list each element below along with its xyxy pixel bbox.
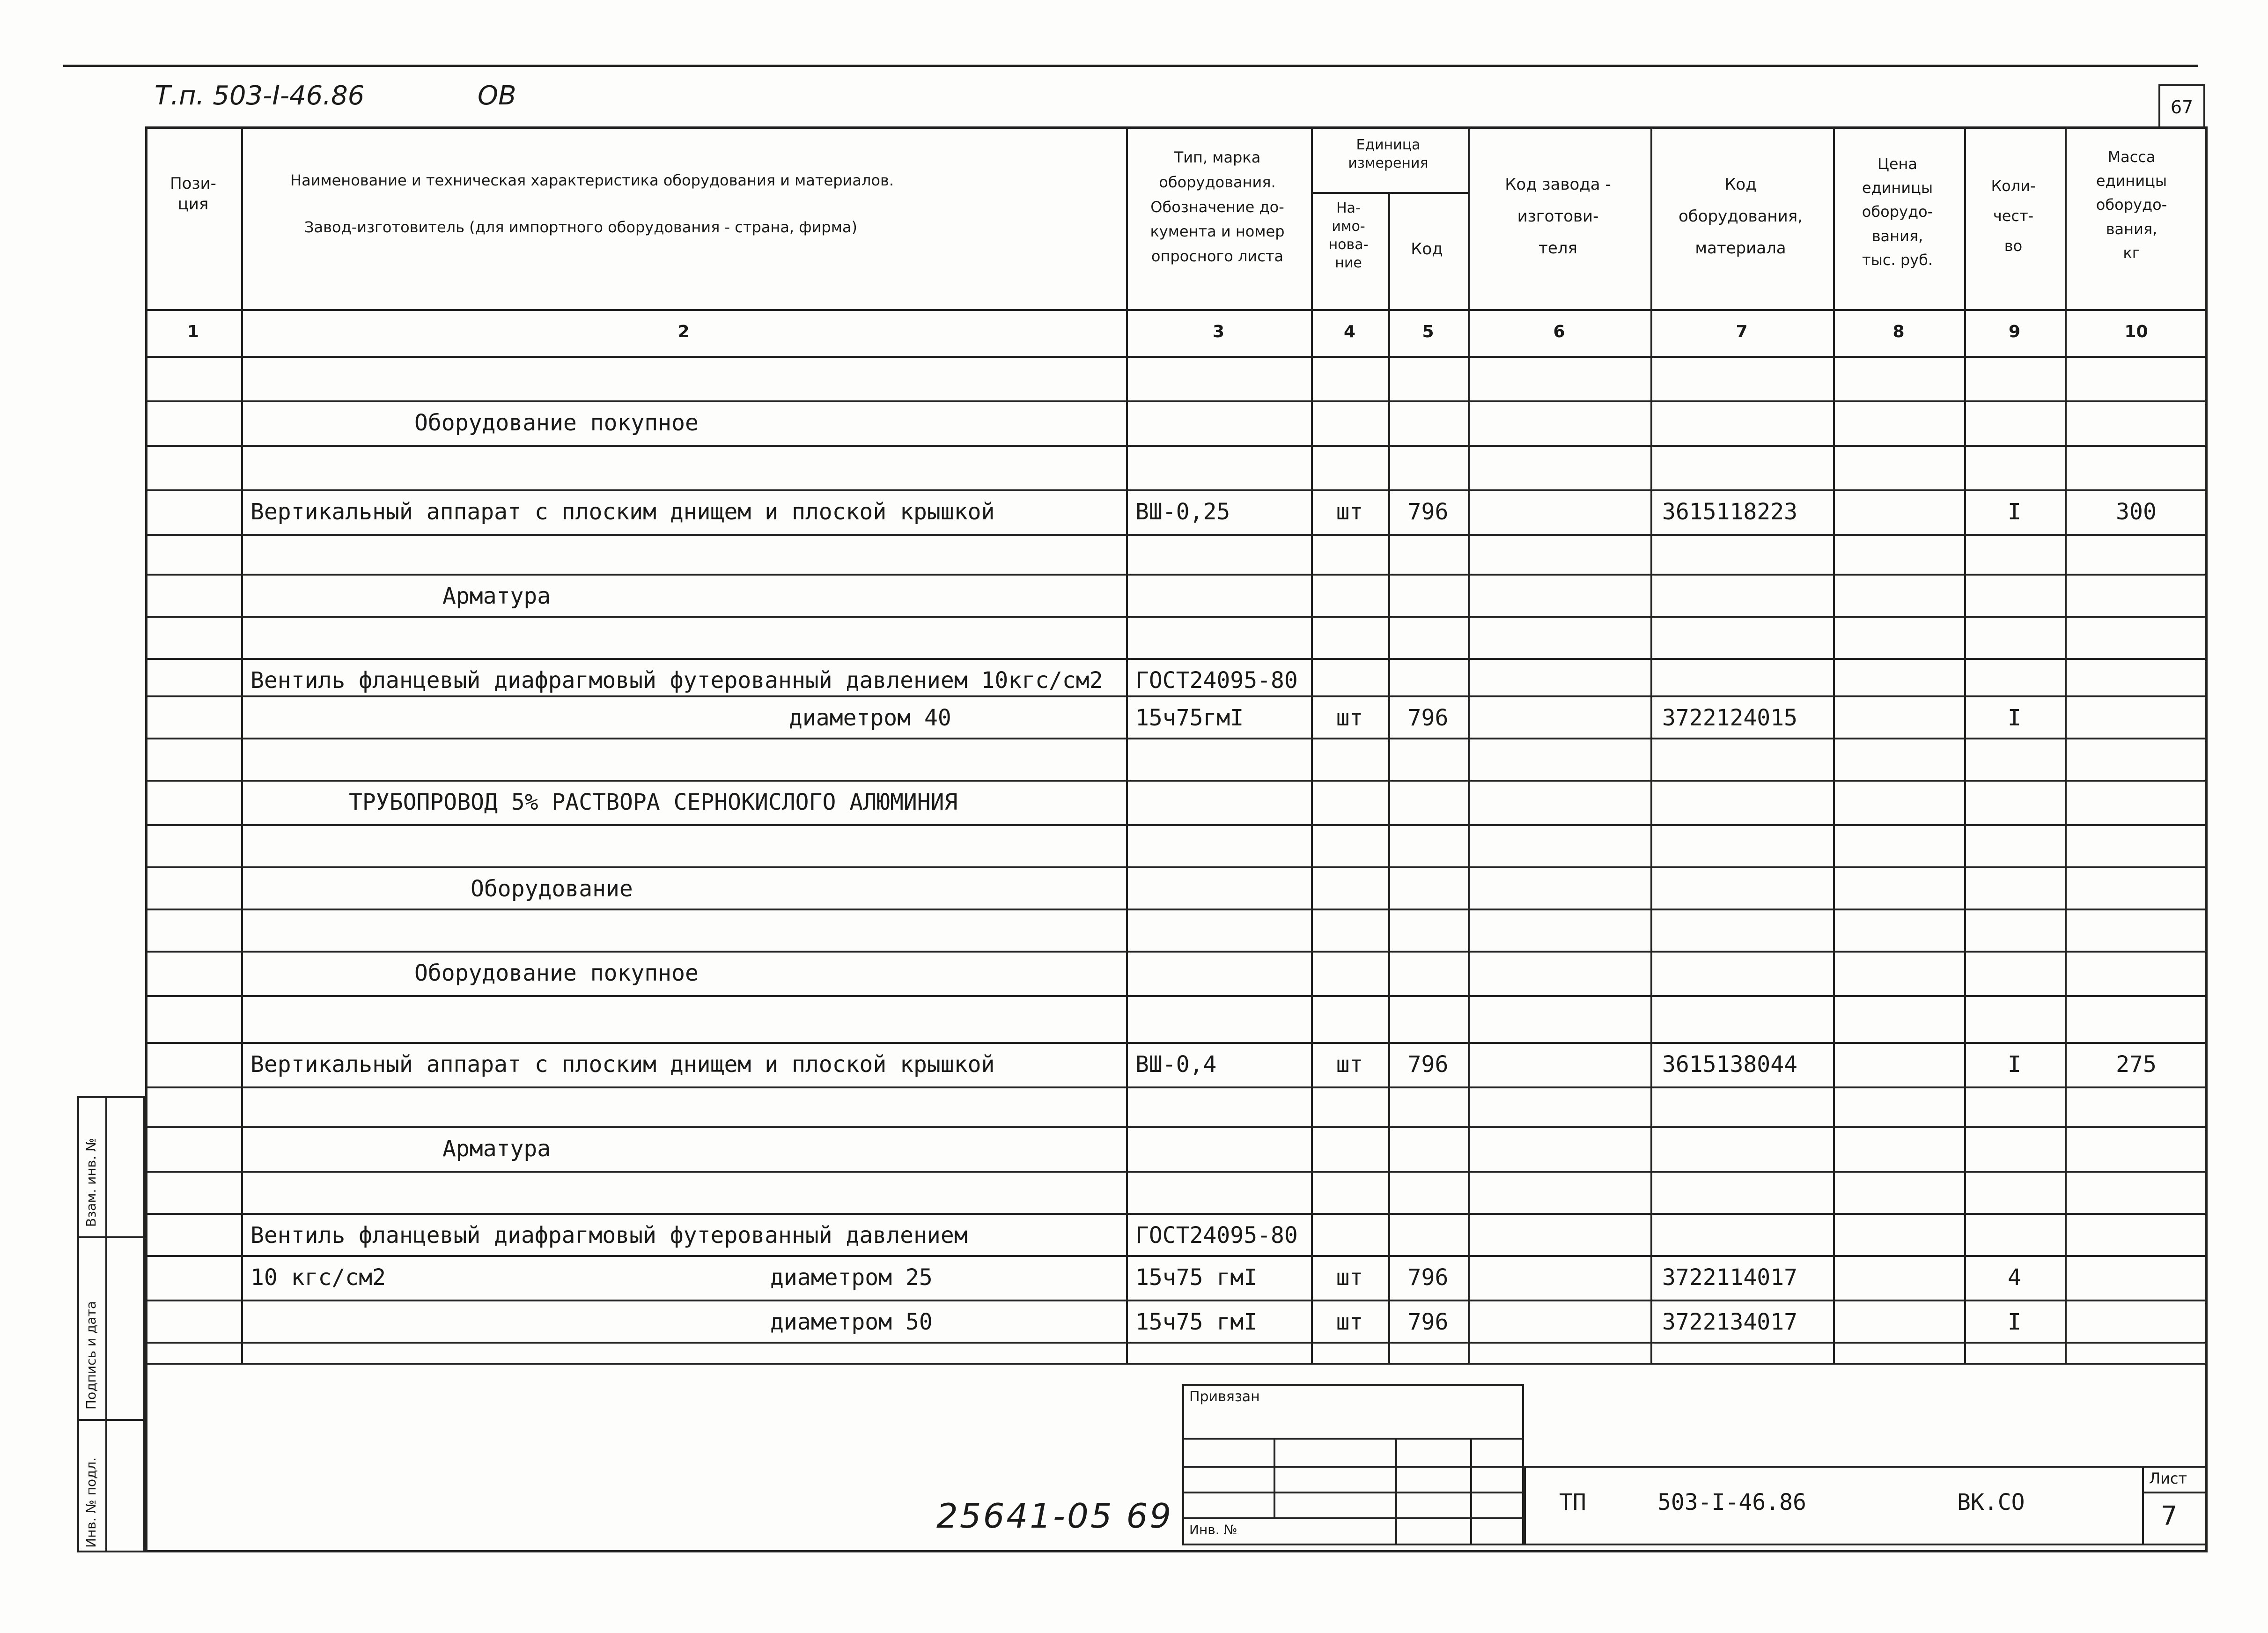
row-divider <box>145 445 2208 447</box>
column-divider <box>1833 126 1835 1363</box>
row-type: ГОСТ24095-80 <box>1135 667 1298 694</box>
row-unit-code: 796 <box>1407 1309 1449 1335</box>
stamp-line <box>2142 1492 2208 1493</box>
row-type: 15ч75гмI <box>1135 705 1244 731</box>
row-divider <box>145 1171 2208 1173</box>
col-unit-code-header: Код <box>1411 240 1443 259</box>
row-unit-code: 796 <box>1407 1264 1449 1291</box>
row-name: ТРУБОПРОВОД 5% РАСТВОРА СЕРНОКИСЛОГО АЛЮМИНИЯ <box>349 789 958 815</box>
row-unit: шт <box>1336 1051 1363 1078</box>
row-mass: 300 <box>2116 499 2157 525</box>
designation: 503-I-46.86 <box>1657 1489 1806 1515</box>
stamp-line <box>1182 1492 1524 1493</box>
row-unit-code: 796 <box>1407 499 1449 525</box>
side-divider <box>105 1096 107 1552</box>
row-equipment-code: 3722114017 <box>1662 1264 1797 1291</box>
column-number: 10 <box>2124 322 2148 341</box>
column-number: 7 <box>1736 322 1748 341</box>
col-mass-header: Масса единицы оборудо- вания, кг <box>2096 148 2167 262</box>
row-divider <box>145 1255 2208 1257</box>
column-divider <box>1964 126 1966 1363</box>
row-name: Оборудование покупное <box>414 960 699 986</box>
stamp-line <box>1470 1438 1472 1545</box>
row-type: ВШ-0,4 <box>1135 1051 1217 1078</box>
column-divider <box>2065 126 2067 1363</box>
row-name: Арматура <box>442 1136 551 1162</box>
row-equipment-code: 3615118223 <box>1662 499 1797 525</box>
row-divider <box>145 780 2208 782</box>
row-unit: шт <box>1336 499 1363 525</box>
row-quantity: I <box>2008 499 2021 525</box>
tp-label: ТП <box>1559 1489 1586 1515</box>
column-number: 6 <box>1553 322 1565 341</box>
section-code: ВК.СО <box>1957 1489 2025 1515</box>
row-equipment-code: 3722134017 <box>1662 1309 1797 1335</box>
stamp-line <box>1182 1438 1524 1440</box>
row-mass: 275 <box>2116 1051 2157 1078</box>
col-position-header: Пози- ция <box>170 174 216 214</box>
row-quantity: I <box>2008 1051 2021 1078</box>
row-divider <box>145 400 2208 402</box>
doc-reference: Т.п. 503-I-46.86 <box>155 81 365 111</box>
row-divider <box>145 309 2208 311</box>
row-divider <box>145 574 2208 576</box>
col-price-header: Цена единицы оборудо- вания, тыс. руб. <box>1862 155 1933 269</box>
row-name: Вентиль фланцевый диафрагмовый футерованный давлением <box>250 1222 968 1249</box>
sheet-number: 7 <box>2161 1501 2178 1531</box>
row-name: Вертикальный аппарат с плоским днищем и плоской крышкой <box>250 499 995 525</box>
side-label-inv-original: Инв. № подл. <box>83 1457 99 1548</box>
row-name: Оборудование покупное <box>414 410 699 436</box>
row-divider <box>145 1213 2208 1215</box>
row-type: ВШ-0,25 <box>1135 499 1230 525</box>
row-divider <box>145 1342 2208 1344</box>
row-name-diameter: диаметром 50 <box>770 1309 933 1335</box>
col-type-header: Тип, марка оборудования. Обозначение до- кумента и номер опросного листа <box>1150 148 1285 266</box>
column-divider <box>1468 126 1470 1363</box>
row-divider <box>145 489 2208 491</box>
row-equipment-code: 3722124015 <box>1662 705 1797 731</box>
col-factory-code-header: Код завода - изготови- теля <box>1505 175 1611 258</box>
row-divider <box>145 1300 2208 1301</box>
side-divider <box>77 1419 145 1421</box>
side-label-signature-date: Подпись и дата <box>83 1301 99 1410</box>
row-quantity: 4 <box>2008 1264 2021 1291</box>
column-number: 4 <box>1343 322 1356 341</box>
row-divider <box>145 951 2208 953</box>
row-divider <box>145 534 2208 536</box>
stamp-line <box>1182 1466 1524 1468</box>
col-quantity-header: Коли- чест- во <box>1991 177 2036 255</box>
col-name-header-line2: Завод-изготовитель (для импортного оборудования - страна, фирма) <box>304 218 857 236</box>
column-number: 2 <box>677 322 690 341</box>
sheet-label: Лист <box>2149 1470 2187 1487</box>
row-divider <box>145 909 2208 910</box>
column-number: 3 <box>1212 322 1225 341</box>
stamp-line <box>2142 1466 2144 1545</box>
side-label-replaced-inv: Взам. инв. № <box>83 1138 99 1227</box>
col-equipment-code-header: Код оборудования, материала <box>1678 175 1803 258</box>
unit-header-divider <box>1311 192 1468 194</box>
row-divider <box>145 1126 2208 1128</box>
col-unit-group-header: Единица измерения <box>1348 137 1429 171</box>
title-block <box>1524 1466 2208 1545</box>
privyazan-block <box>1182 1384 1524 1545</box>
row-divider <box>145 995 2208 997</box>
row-name: 10 кгс/см2 <box>250 1264 386 1291</box>
column-number: 9 <box>2008 322 2021 341</box>
row-quantity: I <box>2008 705 2021 731</box>
stamp-line <box>1182 1517 1524 1519</box>
row-type: 15ч75 гмI <box>1135 1309 1258 1335</box>
row-divider <box>145 658 2208 660</box>
side-divider <box>77 1236 145 1238</box>
top-rule <box>63 65 2198 67</box>
column-divider <box>1650 126 1652 1363</box>
inv-label: Инв. № <box>1189 1522 1237 1537</box>
handwritten-number: 25641-05 69 <box>936 1496 1173 1536</box>
row-name: Арматура <box>442 583 551 609</box>
page-number: 67 <box>2158 84 2205 129</box>
stamp-line <box>1274 1438 1275 1517</box>
column-number: 8 <box>1892 322 1905 341</box>
col-unit-name-header: На- имо- нова- ние <box>1328 200 1369 271</box>
row-divider <box>145 1086 2208 1088</box>
row-type: ГОСТ24095-80 <box>1135 1222 1298 1249</box>
col-name-header-line1: Наименование и техническая характеристика оборудования и материалов. <box>290 171 894 189</box>
row-divider <box>145 866 2208 868</box>
column-divider <box>1126 126 1128 1363</box>
privyazan-label: Привязан <box>1189 1389 1260 1405</box>
column-number: 1 <box>187 322 199 341</box>
row-divider <box>145 695 2208 697</box>
row-unit: шт <box>1336 705 1363 731</box>
column-divider <box>241 126 243 1363</box>
row-unit: шт <box>1336 1264 1363 1291</box>
row-unit-code: 796 <box>1407 1051 1449 1078</box>
row-unit: шт <box>1336 1309 1363 1335</box>
column-number: 5 <box>1422 322 1434 341</box>
column-divider <box>1311 126 1313 1363</box>
row-type: 15ч75 гмI <box>1135 1264 1258 1291</box>
row-divider <box>145 356 2208 358</box>
row-divider <box>145 1363 2208 1365</box>
row-divider <box>145 1042 2208 1044</box>
row-quantity: I <box>2008 1309 2021 1335</box>
row-unit-code: 796 <box>1407 705 1449 731</box>
row-name: диаметром 40 <box>789 705 951 731</box>
row-name: Вертикальный аппарат с плоским днищем и плоской крышкой <box>250 1051 995 1078</box>
row-name: Вентиль фланцевый диафрагмовый футерованный давлением 10кгс/см2 <box>250 667 1103 694</box>
stamp-line <box>1395 1438 1397 1545</box>
section-label: ОВ <box>478 81 516 111</box>
row-divider <box>145 824 2208 826</box>
row-divider <box>145 738 2208 739</box>
row-name: Оборудование <box>471 876 633 902</box>
row-name-diameter: диаметром 25 <box>770 1264 933 1291</box>
row-divider <box>145 616 2208 618</box>
row-equipment-code: 3615138044 <box>1662 1051 1797 1078</box>
column-divider <box>1388 192 1390 1363</box>
